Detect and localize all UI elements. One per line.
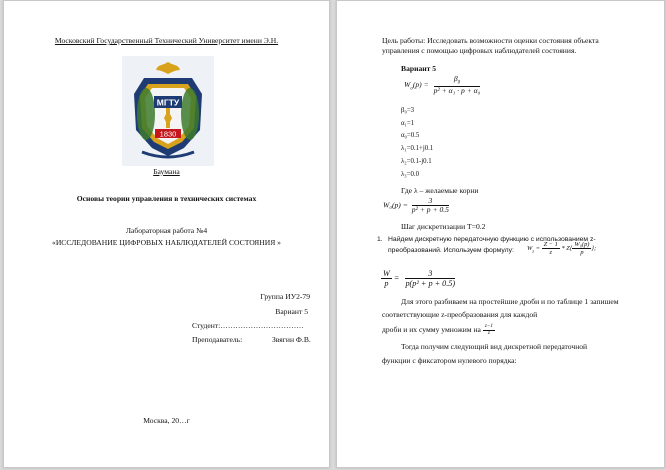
laurel-left [137,88,155,140]
lab-number: Лабораторная работа №4 [125,226,208,235]
discrete-formula: $W_z$ = $\frac{Z - 1}{z}$ * Z{ $\frac{\text{W₀(p)}}{p}$ }; [527,241,597,257]
group-label: Группа ИУ2-79 [260,292,310,301]
report-page [336,0,665,468]
param-alpha0: α₀=0.5 [401,132,420,140]
goal-line-2: управления с помощью цифровых наблюдателей состояния. [382,46,577,55]
university-emblem [122,56,214,166]
paragraph-1-line-1: Для этого разбиваем на простейшие дроби и по таблице 1 запишем [401,297,619,306]
emblem-letters: МГТУ [156,97,180,108]
teacher-label: Преподаватель: [192,335,243,344]
param-alpha1: α₁=1 [401,119,415,127]
param-beta0: β₀=3 [401,107,415,114]
variant-label: Вариант 5 [275,307,308,316]
goal-line-1: Цель работы: Исследовать возможности оценки состояния объекта [382,36,599,45]
variant-heading: Вариант 5 [401,64,437,73]
student-line: Студент:…………………………… [192,321,304,330]
param-lambda2: λ₂=0.1-j0.1 [401,157,432,165]
emblem-year: 1830 [159,129,177,139]
laurel-right [181,88,199,140]
desired-transfer-function: W₀(p) = $\frac{3}{\text{p² + p + 0.5}}$ [383,196,449,215]
paragraph-1-line-2: соответствующие z-преобразования для каждой [382,310,538,319]
title-page [3,0,330,468]
paragraph-2-line-2: функции с фиксатором нулевого порядка: [382,356,517,365]
list-number: 1. [377,236,383,243]
lab-title: «ИССЛЕДОВАНИЕ ЦИФРОВЫХ НАБЛЮДАТЕЛЕЙ СОСТОЯНИЯ » [52,238,281,247]
paragraph-1-line-3: дроби и их сумму умножим на $\frac{z-1}{z}$ [382,323,493,336]
parameter-list [401,105,433,181]
roots-note: Где λ – желаемые корни [401,186,479,195]
transfer-function-w0: $W_о(p)$ = $\frac{\beta_0}{\text{p² + α₁ · p + α₀}}$ [404,74,481,96]
city-year: Москва, 20…г [143,416,190,425]
university-short-name: Баумана [153,167,180,176]
course-title: Основы теории управления в технических системах [76,194,257,203]
paragraph-2-line-1: Тогда получим следующий вид дискретной передаточной [401,342,588,351]
param-lambda1: λ₁=0.1+j0.1 [401,145,434,153]
item-line-2: преобразований. Используем формулу: [388,247,514,254]
item-line-1: Найдем дискретную передаточную функцию с использованием z- [388,236,596,243]
sampling-step: Шаг дискретизации T=0.2 [401,222,486,231]
university-name: Московский Государственный Технический Университет имени Э.Н. [54,36,279,45]
param-lambda3: λ₃=0.0 [401,170,419,178]
teacher-name: Звягин Ф.В. [272,335,311,344]
w-over-p-equation: $\frac{W}{p}$ = $\frac{3}{\text{p(p² + p + 0.5)}}$ [383,269,456,289]
